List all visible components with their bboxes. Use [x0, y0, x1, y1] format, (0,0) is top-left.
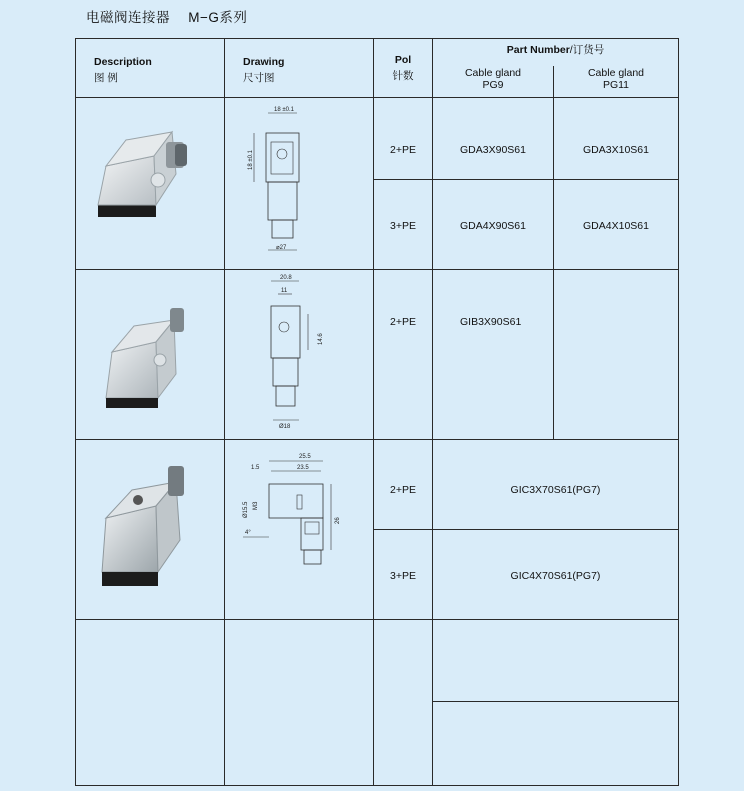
pol-row-4: 2+PE [374, 439, 433, 529]
dim-c-low: 4° [245, 529, 251, 536]
connector-spec-table [75, 38, 679, 786]
pol-row-1: 2+PE [374, 97, 433, 179]
pol-row-2: 3+PE [374, 179, 433, 269]
part-gic3x70: GIC3X70S61(PG7) [433, 439, 679, 529]
page-heading [86, 6, 247, 26]
photo-connector-gic [76, 439, 225, 619]
header-gland-pg9: Cable gland PG9 [433, 66, 554, 97]
dim-b-inner: 11 [281, 287, 288, 294]
part-gic4x70: GIC4X70S61(PG7) [433, 529, 679, 619]
empty-desc [76, 619, 225, 785]
dim-b-bottom: Ø18 [279, 423, 291, 430]
part-gda3x10: GDA3X10S61 [554, 97, 679, 179]
header-drawing: Drawing 尺寸图 [225, 39, 374, 98]
drawing-gda [225, 97, 374, 269]
dim-c-v2: M3 [253, 501, 259, 510]
dim-a-top: 18 ±0.1 [274, 106, 294, 113]
drawing-gic [225, 439, 374, 619]
part-gda4x10: GDA4X10S61 [554, 179, 679, 269]
header-description: Description 图 例 [76, 39, 225, 98]
dim-c-v1: Ø15.5 [243, 501, 249, 518]
dim-b-side: 14.6 [318, 332, 324, 345]
pol-row-3: 2+PE [374, 269, 433, 439]
empty-drawing [225, 619, 374, 785]
dim-c-left: 1.5 [251, 464, 260, 471]
empty-part-1 [433, 619, 679, 701]
photo-connector-gda [76, 97, 225, 269]
header-part-number: Part Number/订货号 [433, 39, 679, 67]
pol-row-5: 3+PE [374, 529, 433, 619]
dim-c-inner: 23.5 [297, 464, 309, 471]
part-gib-empty [554, 269, 679, 439]
empty-pol [374, 619, 433, 785]
heading-title: 电磁阀连接器 [86, 10, 170, 25]
header-pol: Pol 针数 [374, 39, 433, 98]
dim-a-side: 18 ±0.1 [248, 149, 254, 170]
part-gda4x90: GDA4X90S61 [433, 179, 554, 269]
dim-c-top: 25.5 [299, 453, 311, 460]
photo-connector-gib [76, 269, 225, 439]
part-gib3x90: GIB3X90S61 [433, 269, 554, 439]
dim-a-bottom: ⌀27 [276, 244, 287, 251]
dim-c-side: 26 [335, 516, 341, 524]
empty-part-2 [433, 701, 679, 785]
header-gland-pg11: Cable gland PG11 [554, 66, 679, 97]
part-gda3x90: GDA3X90S61 [433, 97, 554, 179]
drawing-gib [225, 269, 374, 439]
heading-series: M−G系列 [188, 10, 248, 25]
dim-b-top: 20.8 [280, 274, 292, 281]
